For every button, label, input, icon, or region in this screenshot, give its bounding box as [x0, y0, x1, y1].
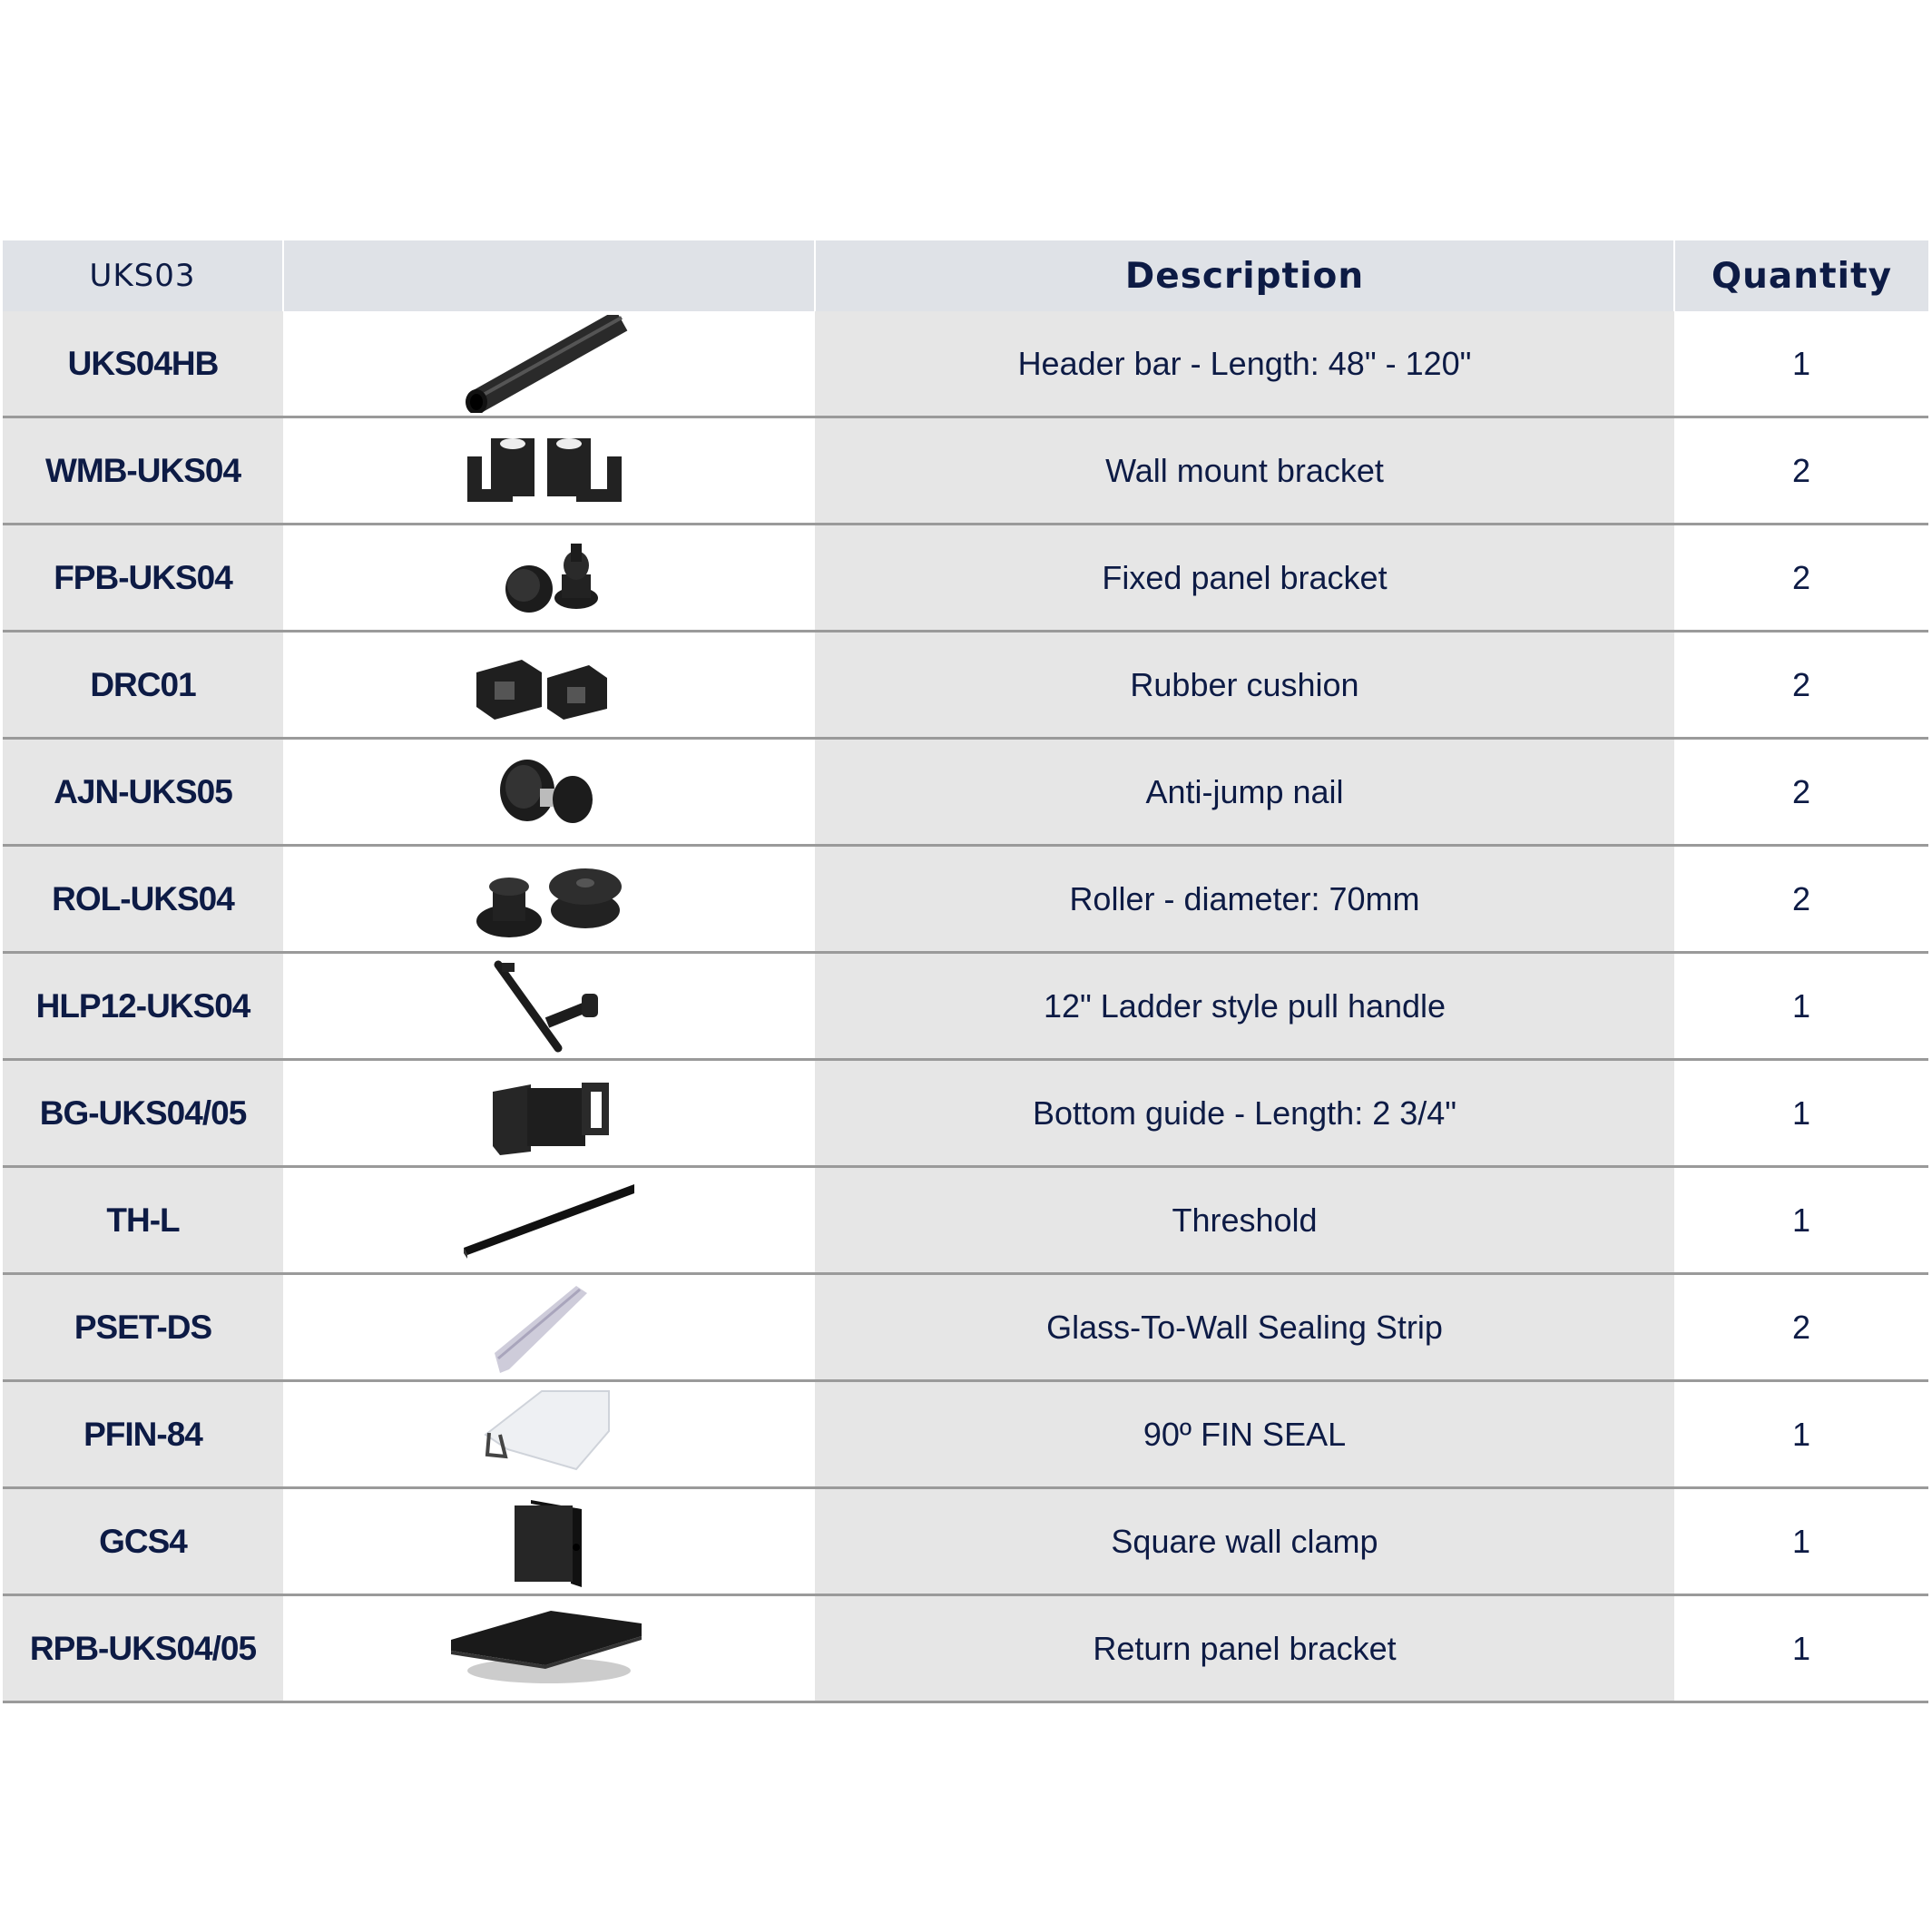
return-panel-bracket-image — [440, 1600, 658, 1698]
table-row — [3, 1167, 1928, 1274]
part-quantity: 2 — [1674, 525, 1928, 632]
part-description: Bottom guide - Length: 2 3/4" — [815, 1060, 1674, 1167]
table-row — [3, 525, 1928, 632]
part-code: DRC01 — [3, 632, 283, 739]
part-quantity: 2 — [1674, 739, 1928, 846]
table-row — [3, 417, 1928, 525]
table-row — [3, 1488, 1928, 1595]
sealing-strip-image — [440, 1279, 658, 1377]
part-code: BG-UKS04/05 — [3, 1060, 283, 1167]
square-wall-clamp-image — [440, 1493, 658, 1591]
part-description: Fixed panel bracket — [815, 525, 1674, 632]
part-quantity: 2 — [1674, 417, 1928, 525]
header-model-code: UKS03 — [3, 240, 283, 311]
roller-image — [440, 850, 658, 948]
header-quantity: Quantity — [1674, 240, 1928, 311]
part-code: GCS4 — [3, 1488, 283, 1595]
threshold-image — [440, 1172, 658, 1270]
parts-list-table — [3, 240, 1928, 1703]
part-quantity: 2 — [1674, 632, 1928, 739]
wall-mount-bracket-image — [440, 422, 658, 520]
part-quantity: 1 — [1674, 1488, 1928, 1595]
header-image — [283, 240, 815, 311]
part-description: Rubber cushion — [815, 632, 1674, 739]
part-quantity: 1 — [1674, 1167, 1928, 1274]
table-row — [3, 953, 1928, 1060]
part-quantity: 2 — [1674, 846, 1928, 953]
table-row — [3, 739, 1928, 846]
table-row — [3, 1060, 1928, 1167]
table-header-row — [3, 240, 1928, 311]
table-row — [3, 632, 1928, 739]
part-quantity: 1 — [1674, 1595, 1928, 1702]
part-description: Wall mount bracket — [815, 417, 1674, 525]
part-code: HLP12-UKS04 — [3, 953, 283, 1060]
part-description: Header bar - Length: 48" - 120" — [815, 311, 1674, 417]
part-code: UKS04HB — [3, 311, 283, 417]
part-description: Return panel bracket — [815, 1595, 1674, 1702]
part-description: 12" Ladder style pull handle — [815, 953, 1674, 1060]
part-quantity: 1 — [1674, 1381, 1928, 1488]
part-code: PFIN-84 — [3, 1381, 283, 1488]
part-code: RPB-UKS04/05 — [3, 1595, 283, 1702]
rubber-cushion-image — [440, 636, 658, 734]
part-description: Square wall clamp — [815, 1488, 1674, 1595]
part-code: WMB-UKS04 — [3, 417, 283, 525]
table-row — [3, 311, 1928, 417]
bottom-guide-image — [440, 1064, 658, 1162]
part-quantity: 1 — [1674, 953, 1928, 1060]
header-description: Description — [815, 240, 1674, 311]
part-code: FPB-UKS04 — [3, 525, 283, 632]
part-code: PSET-DS — [3, 1274, 283, 1381]
part-quantity: 1 — [1674, 1060, 1928, 1167]
part-description: Threshold — [815, 1167, 1674, 1274]
fixed-panel-bracket-image — [440, 529, 658, 627]
part-description: Anti-jump nail — [815, 739, 1674, 846]
part-quantity: 2 — [1674, 1274, 1928, 1381]
part-code: TH-L — [3, 1167, 283, 1274]
anti-jump-nail-image — [440, 743, 658, 841]
table-row — [3, 846, 1928, 953]
part-description: 90º FIN SEAL — [815, 1381, 1674, 1488]
pull-handle-image — [440, 957, 658, 1055]
part-description: Roller - diameter: 70mm — [815, 846, 1674, 953]
table-row — [3, 1595, 1928, 1702]
part-code: AJN-UKS05 — [3, 739, 283, 846]
part-quantity: 1 — [1674, 311, 1928, 417]
header-bar-image — [440, 315, 658, 413]
part-code: ROL-UKS04 — [3, 846, 283, 953]
part-description: Glass-To-Wall Sealing Strip — [815, 1274, 1674, 1381]
table-row — [3, 1381, 1928, 1488]
table-row — [3, 1274, 1928, 1381]
fin-seal-image — [440, 1386, 658, 1484]
